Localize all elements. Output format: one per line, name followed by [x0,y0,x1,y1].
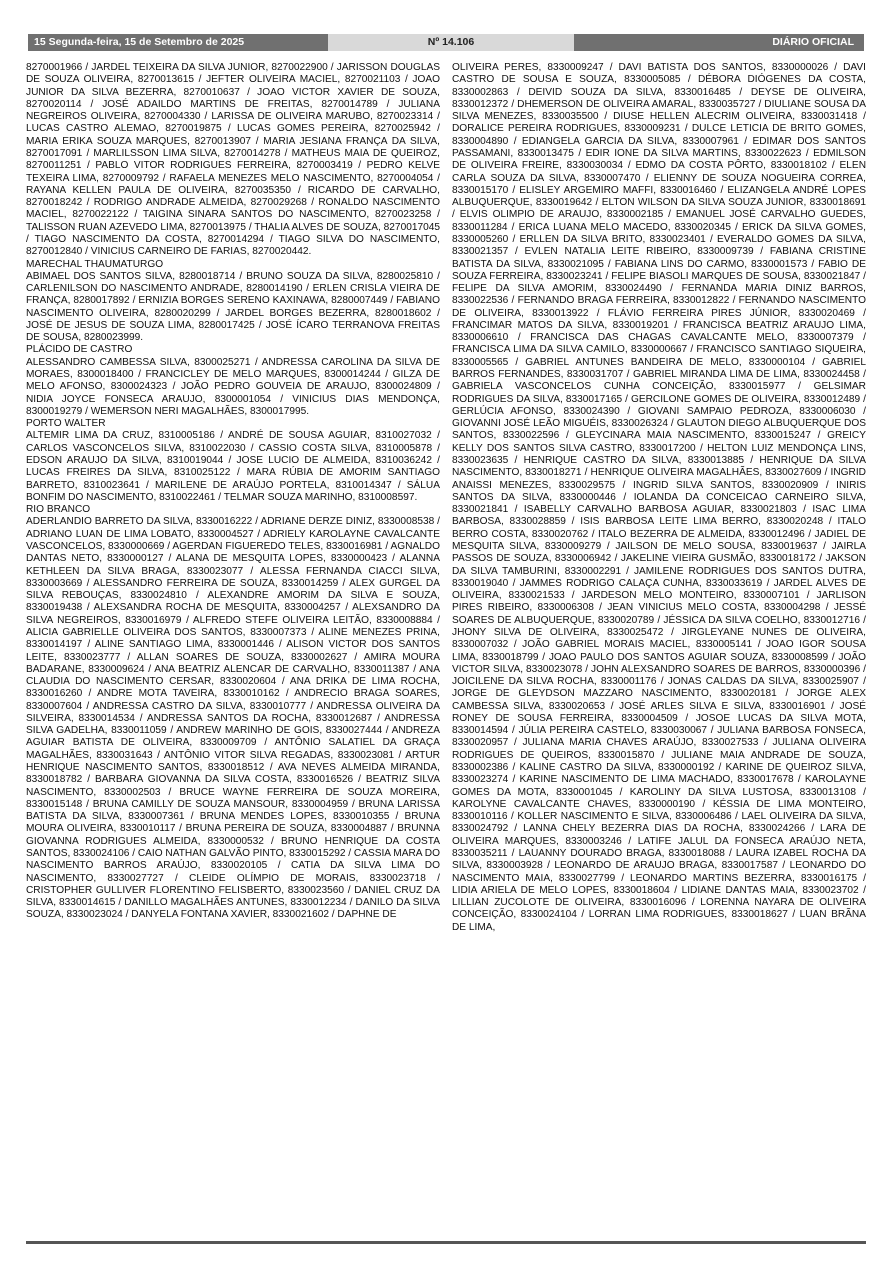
paragraph: ADERLANDIO BARRETO DA SILVA, 8330016222 / ADRIANE DERZE DINIZ, 8330008538 / ADRIANO LUAN DE LIMA LOBATO, 8330004527 / ADRIELY KAROLAYNE CAVALCANTE VASCONCELOS, 8330000669 / AGERDAN FIGUEREDO TELES, 8330016981 / AGNALDO DANTAS NETO, 8330000127 / ALANA DE MESQUITA LOPES, 8330000423 / ALANNA KETHLEEN DA SILVA BRAGA, 8330023077 / ALESSA FERNANDA CIACCI SILVA, 8330003669 / ALESSANDRO FERREIRA DE SOUZA, 8330014259 / ALEX GURGEL DA SILVA REBOUÇAS, 8330024810 / ALEXANDRE AMORIM DA SILVA E SOUZA, 8330019438 / ALEXSANDRA ROCHA DE MESQUITA, 8330004257 / ALEXSANDRO DA SILVA NEGREIROS, 8330016979 / ALFREDO STEFE OLIVEIRA LEITÃO, 8330008884 / ALICIA GABRIELLE OLIVEIRA DOS SANTOS, 8330007373 / ALINE MENEZES PRINA, 8330014197 / ALINE SANTIAGO LIMA, 8330001446 / ALISON VICTOR DOS SANTOS LEITE, 8330023777 / ALLAN SOARES DE SOUZA, 8330002627 / AMIRA MOURA BADARANE, 8330009624 / ANA BEATRIZ ALENCAR DE CARVALHO, 8330011387 / ANA CLAUDIA DO NASCIMENTO CERSAR, 8330020604 / ANA DRIKA DE LIMA ROCHA, 8330016260 / ANDRE MOTA TAVEIRA, 8330010162 / ANDRECIO BRAGA SOARES, 8330007604 / ANDRESSA CASTRO DA SILVA, 8330010777 / ANDRESSA OLIVEIRA DA SILVEIRA, 8330014534 / ANDRESSA SANTOS DA ROCHA, 8330012687 / ANDRESSA SILVA GADELHA, 8330011059 / ANDREW MARINHO DE GOIS, 8330027444 / ANDREZA AGUIAR BATISTA DE OLIVEIRA, 8330009709 / ANTÔNIO SALATIEL DA GRAÇA MAGALHÃES, 8330031643 / ANTÔNIO VITOR SILVA REGADAS, 8330023081 / ARTUR HENRIQUE NASCIMENTO SANTOS, 8330018512 / AVA NEVES ALMEIDA MIRANDA, 8330018782 / BARBARA GIOVANNA DA SILVA COSTA, 8330016526 / BEATRIZ SILVA NASCIMENTO, 8330002503 / BRUCE WAYNE FERREIRA DE SOUZA MOREIRA, 8330015148 / BRUNA CAMILLY DE SOUZA MANSOUR, 8330004959 / BRUNA LARISSA BATISTA DA SILVA, 8330007361 / BRUNA MENDES LOPES, 8330010355 / BRUNA MOURA OLIVEIRA, 8330010117 / BRUNA PEREIRA DE SOUZA, 8330004887 / BRUNNA GIOVANNA RODRIGUES ALMEIDA, 8330000532 / BRUNO HENRIQUE DA COSTA SANTOS, 8330024106 / CAIO NATHAN GALVÃO PINTO, 8330015292 / CASSIA MARA DO NASCIMENTO BARROS ARAÚJO, 8330020105 / CATIA DA SILVA LIMA DO NASCIMENTO, 8330027727 / CLEIDE OLÍMPIO DE MORAIS, 8330023718 / CRISTOPHER GULLIVER FLORENTINO FELISBERTO, 8330023560 / DANIEL CRUZ DA SILVA, 8330014615 / DANILLO MAGALHÃES ANTUNES, 8330012234 / DANILO DA SILVA SOUZA, 8330023024 / DANYELA FONTANA XAVIER, 8330021602 / DAPHNE DE [26,516,440,921]
left-column [26,62,440,1232]
city-heading: MARECHAL THAUMATURGO [26,258,164,270]
paragraph: ALTEMIR LIMA DA CRUZ, 8310005186 / ANDRÉ DE SOUSA AGUIAR, 8310027032 / CARLOS VASCONCELOS SILVA, 8310022030 / CASSIO COSTA SILVA, 8310005878 / EDSON ARAUJO DA SILVA, 8310019044 / JOSE LUCIO DE ALMEIDA, 8310036242 / LUCAS FREIRES DA SILVA, 8310025122 / MARA RÚBIA DE AMORIM SANTIAGO BARRETO, 8310023641 / MARILENE DE ARAÚJO PORTELA, 8310014347 / SÁLUA BONFIM DO NASCIMENTO, 8310022461 / TELMAR SOUZA MARINHO, 8310008597. [26,430,440,503]
paragraph: 8270001966 / JARDEL TEIXEIRA DA SILVA JÚNIOR, 8270022900 / JARISSON DOUGLAS DE SOUZA OLIVEIRA, 8270013615 / JEFTER OLIVEIRA MACIEL, 8270021103 / JOAO JUNIOR DA SILVA BEZERRA, 8270010637 / JOAO VICTOR XAVIER DE SOUZA, 8270020114 / JOSÉ ADAILDO MARTINS DE FREITAS, 8270014789 / JULIANA NEGREIROS OLIVEIRA, 8270004330 / LARISSA DE OLIVEIRA MARUBO, 8270023314 / LUCAS CASTRO ALEMAO, 8270019875 / LUCAS GOMES PEREIRA, 8270025942 / MARIA ERIKA SOUZA MARQUES, 8270013907 / MARIA JESIANA FRANÇA DA SILVA, 8270017091 / MARLILSSON LIMA SILVA, 8270014278 / MATHEUS MAIA DE QUEIROZ, 8270011251 / PABLO VITOR RODRIGUES FERREIRA, 8270003419 / PEDRO KELVE TEXEIRA LIMA, 8270009792 / RAFAELA MENEZES MELO NASCIMENTO, 8270004054 / RAYANA KELLEN PAULA DE OLIVEIRA, 8270035350 / RICARDO DE CARVALHO, 8270018242 / RODRIGO ANDRADE ALMEIDA, 8270029268 / RONALDO NASCIMENTO MACIEL, 8270022122 / TAIGINA SINARA SANTOS DO NASCIMENTO, 8270023258 / TALISSON RUAN AZEVEDO LIMA, 8270013975 / THALIA ALVES DE SOUZA, 8270017045 / TIAGO NASCIMENTO DA COSTA, 8270014294 / TIAGO SILVA DO NASCIMENTO, 8270012840 / VINICIUS CARNEIRO DE FARIAS, 8270020442. [26,62,440,258]
paragraph: ABIMAEL DOS SANTOS SILVA, 8280018714 / BRUNO SOUZA DA SILVA, 8280025810 / CARLENILSON DO NASCIMENTO ANDRADE, 8280014190 / ERLEN CRISLA VIEIRA DE FRANÇA, 8280017892 / ERNIZIA BORGES SERENO KAXINAWA, 8280007449 / FABIANO NASCIMENTO OLIVEIRA, 8280020299 / JARDEL BORGES BEZERRA, 8280018602 / JOSÉ DE JESUS DE SOUZA LIMA, 8280017425 / JOSÉ ÍCARO TERRANOVA FREITAS DE SOUSA, 8280023999. [26,270,440,344]
header-bar-middle [328,34,574,51]
city-heading: PLÁCIDO DE CASTRO [26,344,133,356]
footer-rule [26,1241,866,1244]
paragraph: ALESSANDRO CAMBESSA SILVA, 8300025271 / ANDRESSA CAROLINA DA SILVA DE MORAES, 8300018400 / FRANCICLEY DE MELO MARQUES, 8300014244 / GILZA DE MELO AFONSO, 8300024323 / JOÃO PEDRO GOUVEIA DE ARAUJO, 8300024809 / NIDIA JOYCE FONSECA ARAUJO, 8300001054 / VINICIUS DIAS MENDONÇA, 8300019279 / WEMERSON NERI MAGALHÃES, 8300017995. [26,356,440,417]
header-issue-number: Nº 14.106 [427,36,475,48]
city-heading: PORTO WALTER [26,418,106,430]
header-bar-right [574,34,864,51]
city-heading: RIO BRANCO [26,504,91,516]
header-publication-title: DIÁRIO OFICIAL [772,36,854,48]
paragraph: OLIVEIRA PERES, 8330009247 / DAVI BATISTA DOS SANTOS, 8330000026 / DAVI CASTRO DE SOUSA E SOUZA, 8330005085 / DÉBORA DIÓGENES DA COSTA, 8330002863 / DEIVID SOUZA DA SILVA, 8330016485 / DEYSE DE OLIVEIRA, 8330012372 / DHEMERSON DE OLIVEIRA AMARAL, 8330035727 / DIULIANE SOUSA DA SILVA MENEZES, 8330035500 / DIUSE HELLEN ALECRIM OLIVEIRA, 8330031418 / DORALICE PEREIRA RODRIGUES, 8330009231 / DULCE LETICIA DE BRITO GOMES, 8330004890 / EDIANGELA GARCIA DA SILVA, 8330007961 / EDIMAR DOS SANTOS PASSAMANI, 8330013475 / EDIR IONE DA SILVA MARTINS, 8330022623 / EDMILSON DE OLIVEIRA FREIRE, 8330030034 / EDMO DA COSTA PÔRTO, 8330018102 / ELEN CARLA SOUZA DA SILVA, 8330007470 / ELIENNY DE SOUZA NOGUEIRA CORREA, 8330015170 / ELISLEY ARGEMIRO MAFFI, 8330016460 / ELIZANGELA ANDRÉ LOPES ALBUQUERQUE, 8330019642 / ELTON WILSON DA SILVA SOUZA JUNIOR, 8330018691 / ELVIS OLIMPIO DE ARAUJO, 8330002185 / EMANUEL JOSÉ CARVALHO GUEDES, 8330011284 / ERICA LUANA MELO MACEDO, 8330020345 / ERICK DA SILVA GOMES, 8330005260 / ERLLEN DA SILVA BRITO, 8330023401 / EVERALDO GOMES DA SILVA, 8330021357 / EVLEN NATALIA LEITE RIBEIRO, 8330009739 / FABIANA CRISTINE BATISTA DA SILVA, 8330021095 / FABIANA LINS DO CARMO, 8330001573 / FABIO DE SOUZA FERREIRA, 8330023241 / FELIPE BIASOLI MARQUES DE SOUSA, 8330021847 / FELIPE DA SILVA AMORIM, 8330024490 / FERNANDA MARIA DINIZ BARROS, 8330022536 / FERNANDO BRAGA FERREIRA, 8330012822 / FERNANDO NASCIMENTO DE OLIVEIRA, 8330013922 / FLÁVIO FERREIRA PIRES JÚNIOR, 8330020469 / FRANCIMAR MATOS DA SILVA, 8330019201 / FRANCISCA BEATRIZ ARAUJO LIMA, 8330006610 / FRANCISCA DAS CHAGAS CAVALCANTE MELO, 8330007379 / FRANCISCA LIMA DA SILVA CAMILO, 8330000667 / FRANCISCO SANTIAGO SIQUEIRA, 8330005565 / GABRIEL ANTUNES BANDEIRA DE MELO, 8330000104 / GABRIEL BARROS FERNANDES, 8330031707 / GABRIEL MIRANDA LIMA DE LIMA, 8330024458 / GABRIELA VASCONCELOS CUNHA CONCEIÇÃO, 8330015977 / GELSIMAR RODRIGUES DA SILVA, 8330017165 / GERCILONE GOMES DE OLIVEIRA, 8330012489 / GERLÚCIA AFONSO, 8330024390 / GIOVANI SAMPAIO PEDROZA, 8330006030 / GIOVANNI JOSÉ LEÃO MIGUÉIS, 8330026324 / GLAUTON DIEGO ALBUQUERQUE DOS SANTOS, 8330022596 / GLEYCINARA MAIA NASCIMENTO, 8330015247 / GREICY KELLY DOS SANTOS SILVA CASTRO, 8330017200 / HELTON LUIZ MENDONÇA LINS, 8330023635 / HENRIQUE CASTRO DA SILVA, 8330013885 / HENRIQUE DA SILVA NASCIMENTO, 8330018271 / HENRIQUE OLIVEIRA MAGALHÃES, 8330027609 / INGRID ANAISSI MENEZES, 8330029575 / INGRID SILVA SANTOS, 8330020909 / INIRIS SANTOS DA SILVA, 8330000446 / IOLANDA DA CONCEICAO CARNEIRO SILVA, 8330021841 / ISABELLY CARVALHO BARBOSA AGUIAR, 8330021803 / ISAC LIMA BARBOSA, 8330028859 / ISIS BARBOSA LEITE LIMA BERRO, 8330020248 / ITALO BERRO COSTA, 8330020762 / ITALO BEZERRA DE ALMEIDA, 8330012496 / JADIEL DE MESQUITA SILVA, 8330009279 / JAILSON DE MELO SOUSA, 8330019637 / JAIRLA PASSOS DE SOUZA, 8330006942 / JAKELINE VIEIRA GUSMÃO, 8330018172 / JAKSON DA SILVA TAMBURINI, 8330002291 / JAMILENE RODRIGUES DOS SANTOS DUTRA, 8330019040 / JAMMES RODRIGO CALAÇA CUNHA, 8330033619 / JARDEL ALVES DE OLIVEIRA, 8330021533 / JARDESON MELO MONTEIRO, 8330007101 / JARLISON PIRES RIBEIRO, 8330006308 / JEAN VINICIUS MELO COSTA, 8330004298 / JESSÉ SOARES DE ALBUQUERQUE, 8330020789 / JÉSSICA DA SILVA COELHO, 8330012716 / JHONY SILVA DE OLIVEIRA, 8330025472 / JIRGLEYANE NUNES DE OLIVEIRA, 8330007032 / JOÃO GABRIEL MORAIS MACIEL, 8330005141 / JOAO IGOR SOUSA LIMA, 8330018799 / JOAO PAULO DOS SANTOS AGUIAR SOUZA, 8330008599 / JOÃO VICTOR SILVA, 8330023078 / JOHN ALEXSANDRO SOARES DE BARROS, 8330000396 / JOICILENE DA SILVA ROCHA, 8330001176 / JONAS CALDAS DA SILVA, 8330025907 / JORGE DE GLEYDSON MAZZARO NASCIMENTO, 8330020181 / JORGE ALEX CAMBESSA SILVA, 8330020653 / JOSÉ ARLES SILVA E SILVA, 8330016901 / JOSÉ RONEY DE SOUSA FERREIRA, 8330004509 / JOSOE LUCAS DA SILVA MOTA, 8330014594 / JÚLIA PEREIRA CASTELO, 8330030067 / JULIANA BARBOSA FONSECA, 8330020957 / JULIANA MARIA CHAVES ARAÚJO, 8330027533 / JULIANA OLIVEIRA RODRIGUES DE QUEIROS, 8330015870 / JULIANE MAIA ANDRADE DE SOUZA, 8330002386 / KALINE CASTRO DA SILVA, 8330000192 / KARINE DE QUEIROZ SILVA, 8330023274 / KARINE NASCIMENTO DE LIMA MACHADO, 8330017678 / KAROLAYNE GOMES DA MOTA, 8330001045 / KAROLINY DA SILVA LUSTOSA, 8330013108 / KAROLYNE CAVALCANTE CHAVES, 8330000190 / KÉSSIA DE LIMA MONTEIRO, 8330010116 / KOLLER NASCIMENTO E SILVA, 8330006486 / LAEL OLIVEIRA DA SILVA, 8330024792 / LANNA CHELY BEZERRA DIAS DA ROCHA, 8330024266 / LARA DE OLIVEIRA MARQUES, 8330003246 / LATIFE JALUL DA FONSECA ARAÚJO NETA, 8330035211 / LAUANNY DOURADO BRAGA, 8330018088 / LAURA IZABEL ROCHA DA SILVA, 8330003928 / LEONARDO DE ARAUJO BRAGA, 8330017587 / LEONARDO DO NASCIMENTO MAIA, 8330027799 / LEONARDO MARTINS BEZERRA, 8330016175 / LIDIA ARIELA DE MELO LOPES, 8330018604 / LIDIANE DANTAS MAIA, 8330023702 / LILLIAN ZUCOLOTE DE OLIVEIRA, 8330016096 / LORENNA NAYARA DE OLIVEIRA CONCEIÇÃO, 8330024104 / LORRAN LIMA RODRIGUES, 8330018627 / LUAN BRÃNA DE LIMA, [452,62,866,933]
header-page-date: 15 Segunda-feira, 15 de Setembro de 2025 [34,36,245,48]
header-bar-left [28,34,328,51]
page-header [28,34,864,51]
right-column [452,62,866,1232]
